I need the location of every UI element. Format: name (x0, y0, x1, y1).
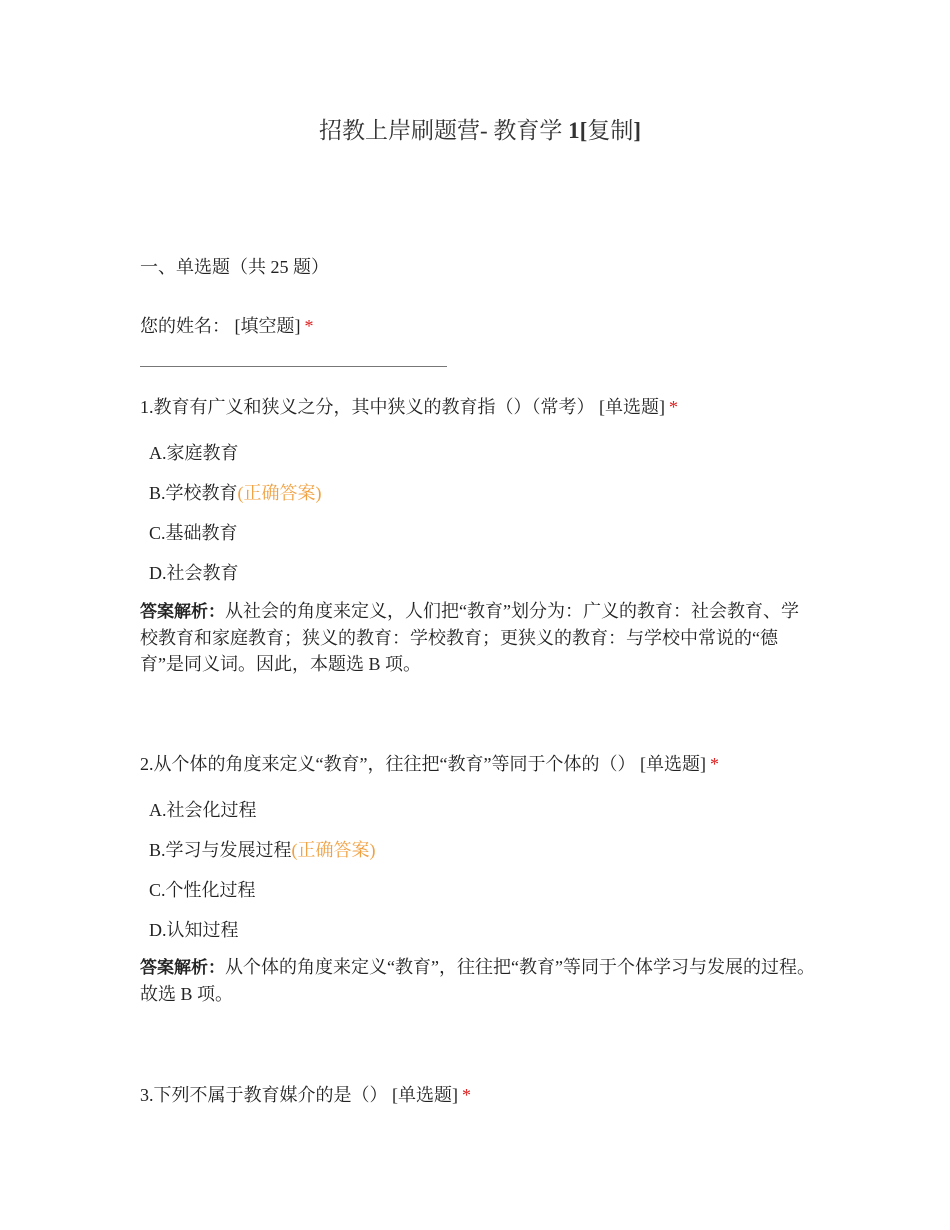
question-2-option-a[interactable] (149, 796, 257, 822)
question-1 (140, 393, 678, 419)
analysis-text: 从社会的角度来定义，人们把“教育”划分为：广义的教育：社会教育、学校教育和家庭教育；狭义的教育：学校教育；更狭义的教育：与学校中常说的“德育”是同义词。因此，本题选 B 项。 (140, 601, 799, 674)
required-mark: * (709, 754, 719, 774)
question-2-analysis (140, 954, 815, 1007)
option-label: B.学校教育 (149, 483, 238, 503)
option-label: D.认知过程 (149, 920, 239, 940)
analysis-label: 答案解析： (140, 958, 225, 978)
question-1-analysis (140, 598, 815, 677)
section-title: 一、单选题（共 25 题） (140, 257, 329, 277)
question-2-option-d[interactable] (149, 916, 239, 942)
question-1-option-c[interactable] (149, 519, 238, 545)
question-1-option-b[interactable] (149, 479, 322, 505)
title-number: 1[ (568, 118, 588, 143)
title-end: ] (633, 118, 641, 143)
question-2 (140, 750, 719, 776)
question-1-text: 1.教育有广义和狭义之分，其中狭义的教育指（）（常考） [单选题] (140, 397, 665, 417)
correct-answer-tag: (正确答案) (291, 840, 376, 860)
question-3 (140, 1081, 471, 1107)
title-main: 招教上岸刷题营- 教育学 (318, 118, 569, 143)
option-label: C.基础教育 (149, 523, 238, 543)
option-label: D.社会教育 (149, 563, 239, 583)
question-2-option-c[interactable] (149, 876, 256, 902)
name-question (140, 312, 314, 338)
option-label: B.学习与发展过程 (149, 840, 292, 860)
option-label: A.社会化过程 (149, 800, 257, 820)
correct-answer-tag: (正确答案) (237, 483, 322, 503)
question-2-text: 2.从个体的角度来定义“教育”，往往把“教育”等同于个体的（） [单选题] (140, 754, 706, 774)
title-copy: 复制 (587, 118, 634, 143)
option-label: C.个性化过程 (149, 880, 256, 900)
required-mark: * (304, 316, 314, 336)
required-mark: * (462, 1085, 471, 1105)
analysis-label: 答案解析： (140, 602, 225, 622)
question-1-option-a[interactable] (149, 439, 239, 465)
name-answer-blank[interactable] (140, 366, 447, 367)
required-mark: * (669, 397, 678, 417)
name-question-text: 您的姓名： [填空题] (140, 316, 301, 336)
option-label: A.家庭教育 (149, 443, 239, 463)
question-2-option-b[interactable] (149, 836, 376, 862)
analysis-text: 从个体的角度来定义“教育”，往往把“教育”等同于个体学习与发展的过程。故选 B 项。 (140, 957, 815, 1004)
page-title (0, 112, 950, 145)
question-3-text: 3.下列不属于教育媒介的是（） [单选题] (140, 1085, 458, 1105)
question-1-option-d[interactable] (149, 559, 239, 585)
